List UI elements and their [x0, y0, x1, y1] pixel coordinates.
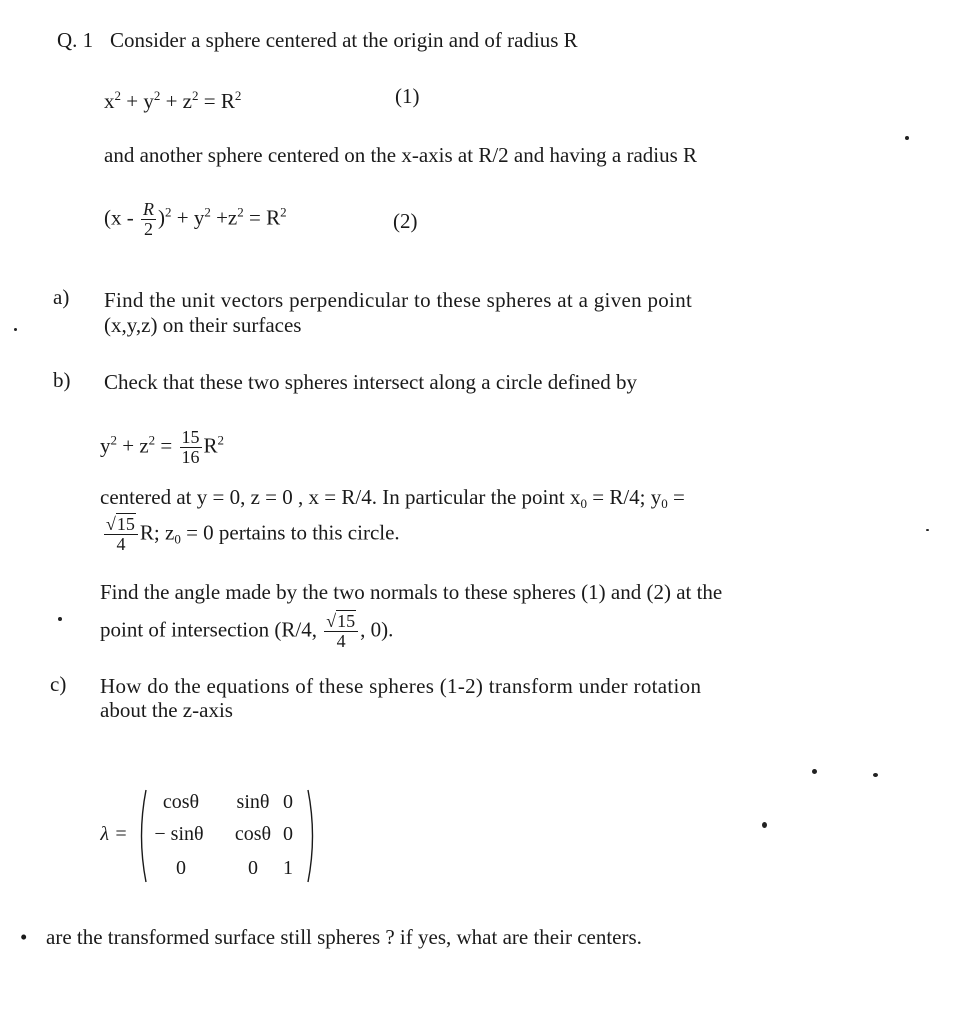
scan-speck [14, 328, 17, 331]
matrix-cell-0-1: sinθ [236, 791, 270, 813]
question-intro: Consider a sphere centered at the origin and of radius R [110, 28, 578, 52]
part-b-line1: Check that these two spheres intersect along a circle defined by [104, 370, 637, 394]
equation-2-label: (2) [393, 209, 418, 233]
equation-1: $x^2 + y^2 + z^2 = R^2$ [104, 88, 242, 113]
angle-line: Find the angle made by the two normals to these spheres (1) and (2) at the [100, 580, 723, 604]
matrix-cell-1-2: 0 [283, 823, 293, 845]
matrix-cell-0-0: cosθ [162, 791, 200, 813]
matrix-cell-1-0: − sinθ [154, 823, 204, 845]
matrix-cell-1-1: cosθ [234, 823, 272, 845]
point-denominator: 4 [116, 534, 126, 554]
rotation-matrix [100, 788, 340, 884]
circle-equation: $y^2 + z^2$ = $\frac{15}{16}$ $R^2$ [100, 427, 225, 467]
matrix-cell-2-0: 0 [176, 857, 186, 879]
intersection-line: point of intersection (R/4, $\frac{√15}{4}$ , 0). [100, 611, 394, 651]
center-line: centered at y = 0, z = 0 , x = R/4. In particular the point $x_0 = R/4$; $y_0$ = [100, 485, 685, 511]
circle-eq-numerator: 15 [181, 427, 200, 447]
question-label: Q. 1 [57, 28, 94, 52]
part-c-line1: How do the equations of these spheres (1-2) transform under rotation [100, 674, 702, 698]
scan-speck [812, 769, 817, 774]
part-a-line2: (x,y,z) on their surfaces [104, 313, 302, 337]
part-b-marker: b) [53, 368, 71, 392]
matrix-cell-2-1: 0 [248, 857, 258, 879]
scan-speck [762, 822, 767, 828]
point-sqrt-value: 15 [116, 514, 135, 534]
question-middle: and another sphere centered on the x-axis at R/2 and having a radius R [104, 143, 698, 167]
matrix-symbol: λ = [100, 823, 128, 845]
matrix-cell-0-2: 0 [283, 791, 293, 813]
intersection-denominator: 4 [336, 631, 346, 651]
scan-speck [873, 773, 878, 777]
equation-1-label: (1) [395, 84, 420, 108]
part-a-line1: Find the unit vectors perpendicular to these spheres at a given point [104, 288, 693, 312]
part-c-line2: about the z-axis [100, 698, 233, 722]
scan-speck [926, 529, 929, 531]
part-a-marker: a) [53, 285, 70, 309]
circle-eq-denominator: 16 [181, 447, 200, 467]
equation-2: (x - $\frac{R}{2}$ )$^2 + y^2 +z^2 = R^2$ [104, 199, 287, 239]
point-line: $\frac{√15}{4}$ R; $z_0 = 0$ pertains to this circle. [106, 514, 400, 554]
final-bullet: • [20, 925, 28, 949]
final-question: are the transformed surface still spheres ? if yes, what are their centers. [46, 925, 642, 949]
matrix-cell-2-2: 1 [283, 857, 293, 879]
intersection-sqrt-value: 15 [337, 611, 356, 631]
part-c-marker: c) [50, 672, 67, 696]
scan-speck [905, 136, 909, 140]
scan-speck [58, 617, 62, 621]
matrix-right-paren [306, 788, 318, 884]
